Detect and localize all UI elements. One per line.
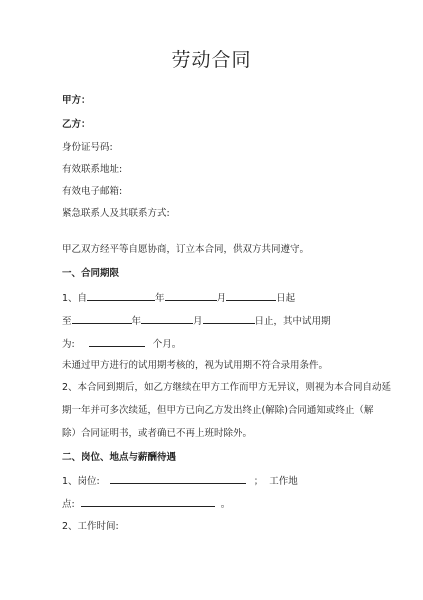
- end-year-blank[interactable]: [72, 314, 132, 324]
- section2-heading: 二、岗位、地点与薪酬待遇: [62, 452, 177, 463]
- months-label: 个月。: [152, 339, 182, 350]
- end-day-blank[interactable]: [203, 314, 255, 324]
- start-year-blank[interactable]: [87, 291, 155, 301]
- workplace-label: 工作地: [269, 476, 298, 487]
- intro-paragraph: 甲乙双方经平等自愿协商，订立本合同，供双方共同遵守。: [62, 244, 310, 255]
- start-month-blank[interactable]: [165, 291, 217, 301]
- emergency-contact-label: 紧急联系人及其联系方式:: [62, 208, 170, 219]
- place-label: 点:: [62, 499, 75, 510]
- month-label: 月: [216, 293, 227, 304]
- renewal-line-3: 除）合同证明书，或者确已不再上班时除外。: [62, 428, 253, 439]
- position-label: 1、岗位:: [62, 476, 100, 487]
- party-a-label: 甲方：: [62, 95, 91, 106]
- term-start-prefix: 1、自: [62, 293, 88, 304]
- term-end-line: [62, 314, 331, 328]
- id-number-label: 身份证号码:: [62, 142, 113, 153]
- probation-months-blank[interactable]: [89, 337, 145, 347]
- probation-paragraph: 未通过甲方进行的试用期考核的，视为试用期不符合录用条件。: [62, 360, 329, 371]
- position-line: [62, 474, 298, 488]
- place-period: 。: [220, 499, 231, 510]
- start-day-blank[interactable]: [226, 291, 276, 301]
- year-label: 年: [155, 293, 165, 304]
- end-month-label: 月: [193, 316, 203, 327]
- place-line: [62, 497, 230, 511]
- semicolon-label: ；: [253, 476, 264, 487]
- party-b-label: 乙方：: [62, 119, 91, 130]
- section1-heading: 一、合同期限: [62, 268, 120, 279]
- term-start-line: [62, 291, 295, 305]
- renewal-line-2: 期一年并可多次续延，但甲方已向乙方发出终止(解除)合同通知或终止（解: [62, 405, 374, 416]
- term-end-prefix: 至: [62, 316, 72, 327]
- renewal-line-1: 2、本合同到期后，如乙方继续在甲方工作而甲方无异议，则视为本合同自动延: [62, 382, 392, 393]
- workplace-blank[interactable]: [81, 497, 215, 507]
- end-month-blank[interactable]: [141, 314, 193, 324]
- position-blank[interactable]: [110, 474, 246, 484]
- document-title: 劳动合同: [171, 49, 252, 71]
- probation-line: [62, 337, 181, 351]
- email-label: 有效电子邮箱:: [62, 186, 123, 197]
- worktime-label: 2、工作时间:: [62, 521, 119, 532]
- probation-for-label: 为:: [62, 339, 75, 350]
- start-day-label: 日起: [276, 293, 296, 304]
- end-year-label: 年: [131, 316, 142, 327]
- address-label: 有效联系地址:: [62, 164, 123, 175]
- end-day-label: 日止，其中试用期: [254, 316, 331, 327]
